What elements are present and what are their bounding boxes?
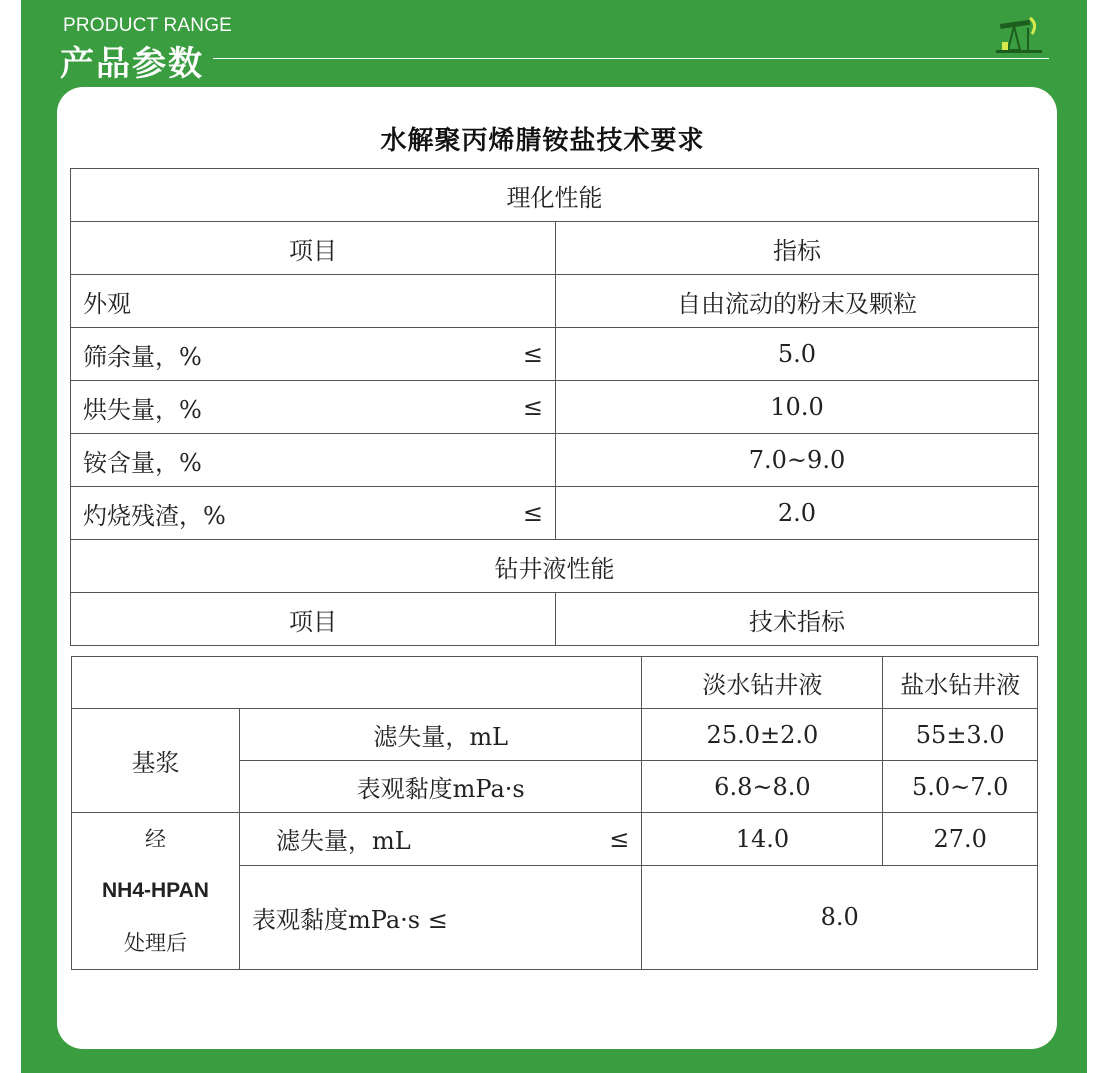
base-label: 基浆	[72, 709, 240, 813]
col-header-salt: 盐水钻井液	[883, 657, 1038, 709]
treated-label-1: 经	[145, 827, 166, 851]
row-operator: ≤	[609, 824, 630, 853]
table-row	[71, 540, 1039, 593]
title-divider	[213, 58, 1049, 59]
row-value-salt: 27.0	[883, 813, 1038, 866]
row-value-fresh: 6.8~8.0	[642, 761, 883, 813]
table-row	[71, 593, 1039, 646]
row-name: 灼烧残渣，%	[83, 501, 226, 530]
section-subtitle: PRODUCT RANGE	[63, 15, 233, 36]
drilling-section-header: 钻井液性能	[71, 540, 1039, 593]
section-title: 产品参数	[60, 44, 204, 84]
col-header-item: 项目	[71, 222, 556, 275]
row-value: 自由流动的粉末及颗粒	[556, 275, 1039, 328]
table-row	[72, 657, 1038, 709]
row-name-cell	[71, 328, 556, 381]
row-name: 表观黏度mPa·s ≤	[240, 865, 642, 969]
physchem-table	[70, 168, 1039, 646]
table-row	[71, 434, 1039, 487]
row-value: 7.0~9.0	[556, 434, 1039, 487]
row-value-salt: 5.0~7.0	[883, 761, 1038, 813]
table-row	[72, 709, 1038, 761]
row-name: 滤失量，mL	[276, 827, 411, 856]
row-operator: ≤	[522, 499, 543, 527]
drilling-table	[71, 656, 1038, 970]
row-name: 滤失量，mL	[240, 709, 642, 761]
treated-label-3: 处理后	[124, 931, 187, 955]
treated-label	[72, 813, 240, 970]
document-title: 水解聚丙烯腈铵盐技术要求	[380, 126, 705, 156]
col-header-value: 指标	[556, 222, 1039, 275]
physchem-section-header: 理化性能	[71, 169, 1039, 222]
table-row	[71, 222, 1039, 275]
table-row	[72, 813, 1038, 866]
row-operator: ≤	[522, 393, 543, 421]
col-header-tech: 技术指标	[556, 593, 1039, 646]
row-name-cell	[71, 487, 556, 540]
row-value: 8.0	[642, 865, 1038, 969]
oil-pump-icon	[994, 14, 1044, 56]
row-value: 10.0	[556, 381, 1039, 434]
empty-header-cell	[72, 657, 642, 709]
row-name: 筛余量，%	[83, 342, 202, 371]
row-value: 5.0	[556, 328, 1039, 381]
row-name: 铵含量，%	[71, 434, 556, 487]
row-operator: ≤	[522, 340, 543, 368]
row-name-cell	[71, 381, 556, 434]
col-header-item: 项目	[71, 593, 556, 646]
table-row	[71, 381, 1039, 434]
row-value-fresh: 14.0	[642, 813, 883, 866]
table-row	[71, 169, 1039, 222]
table-row	[71, 487, 1039, 540]
col-header-fresh: 淡水钻井液	[642, 657, 883, 709]
row-value-fresh: 25.0±2.0	[642, 709, 883, 761]
row-value-salt: 55±3.0	[883, 709, 1038, 761]
row-name-cell	[240, 813, 642, 866]
table-row	[71, 275, 1039, 328]
row-value: 2.0	[556, 487, 1039, 540]
treated-label-2: NH4-HPAN	[102, 879, 209, 902]
table-row	[71, 328, 1039, 381]
row-name: 烘失量，%	[83, 395, 202, 424]
row-name: 外观	[71, 275, 556, 328]
row-name: 表观黏度mPa·s	[240, 761, 642, 813]
